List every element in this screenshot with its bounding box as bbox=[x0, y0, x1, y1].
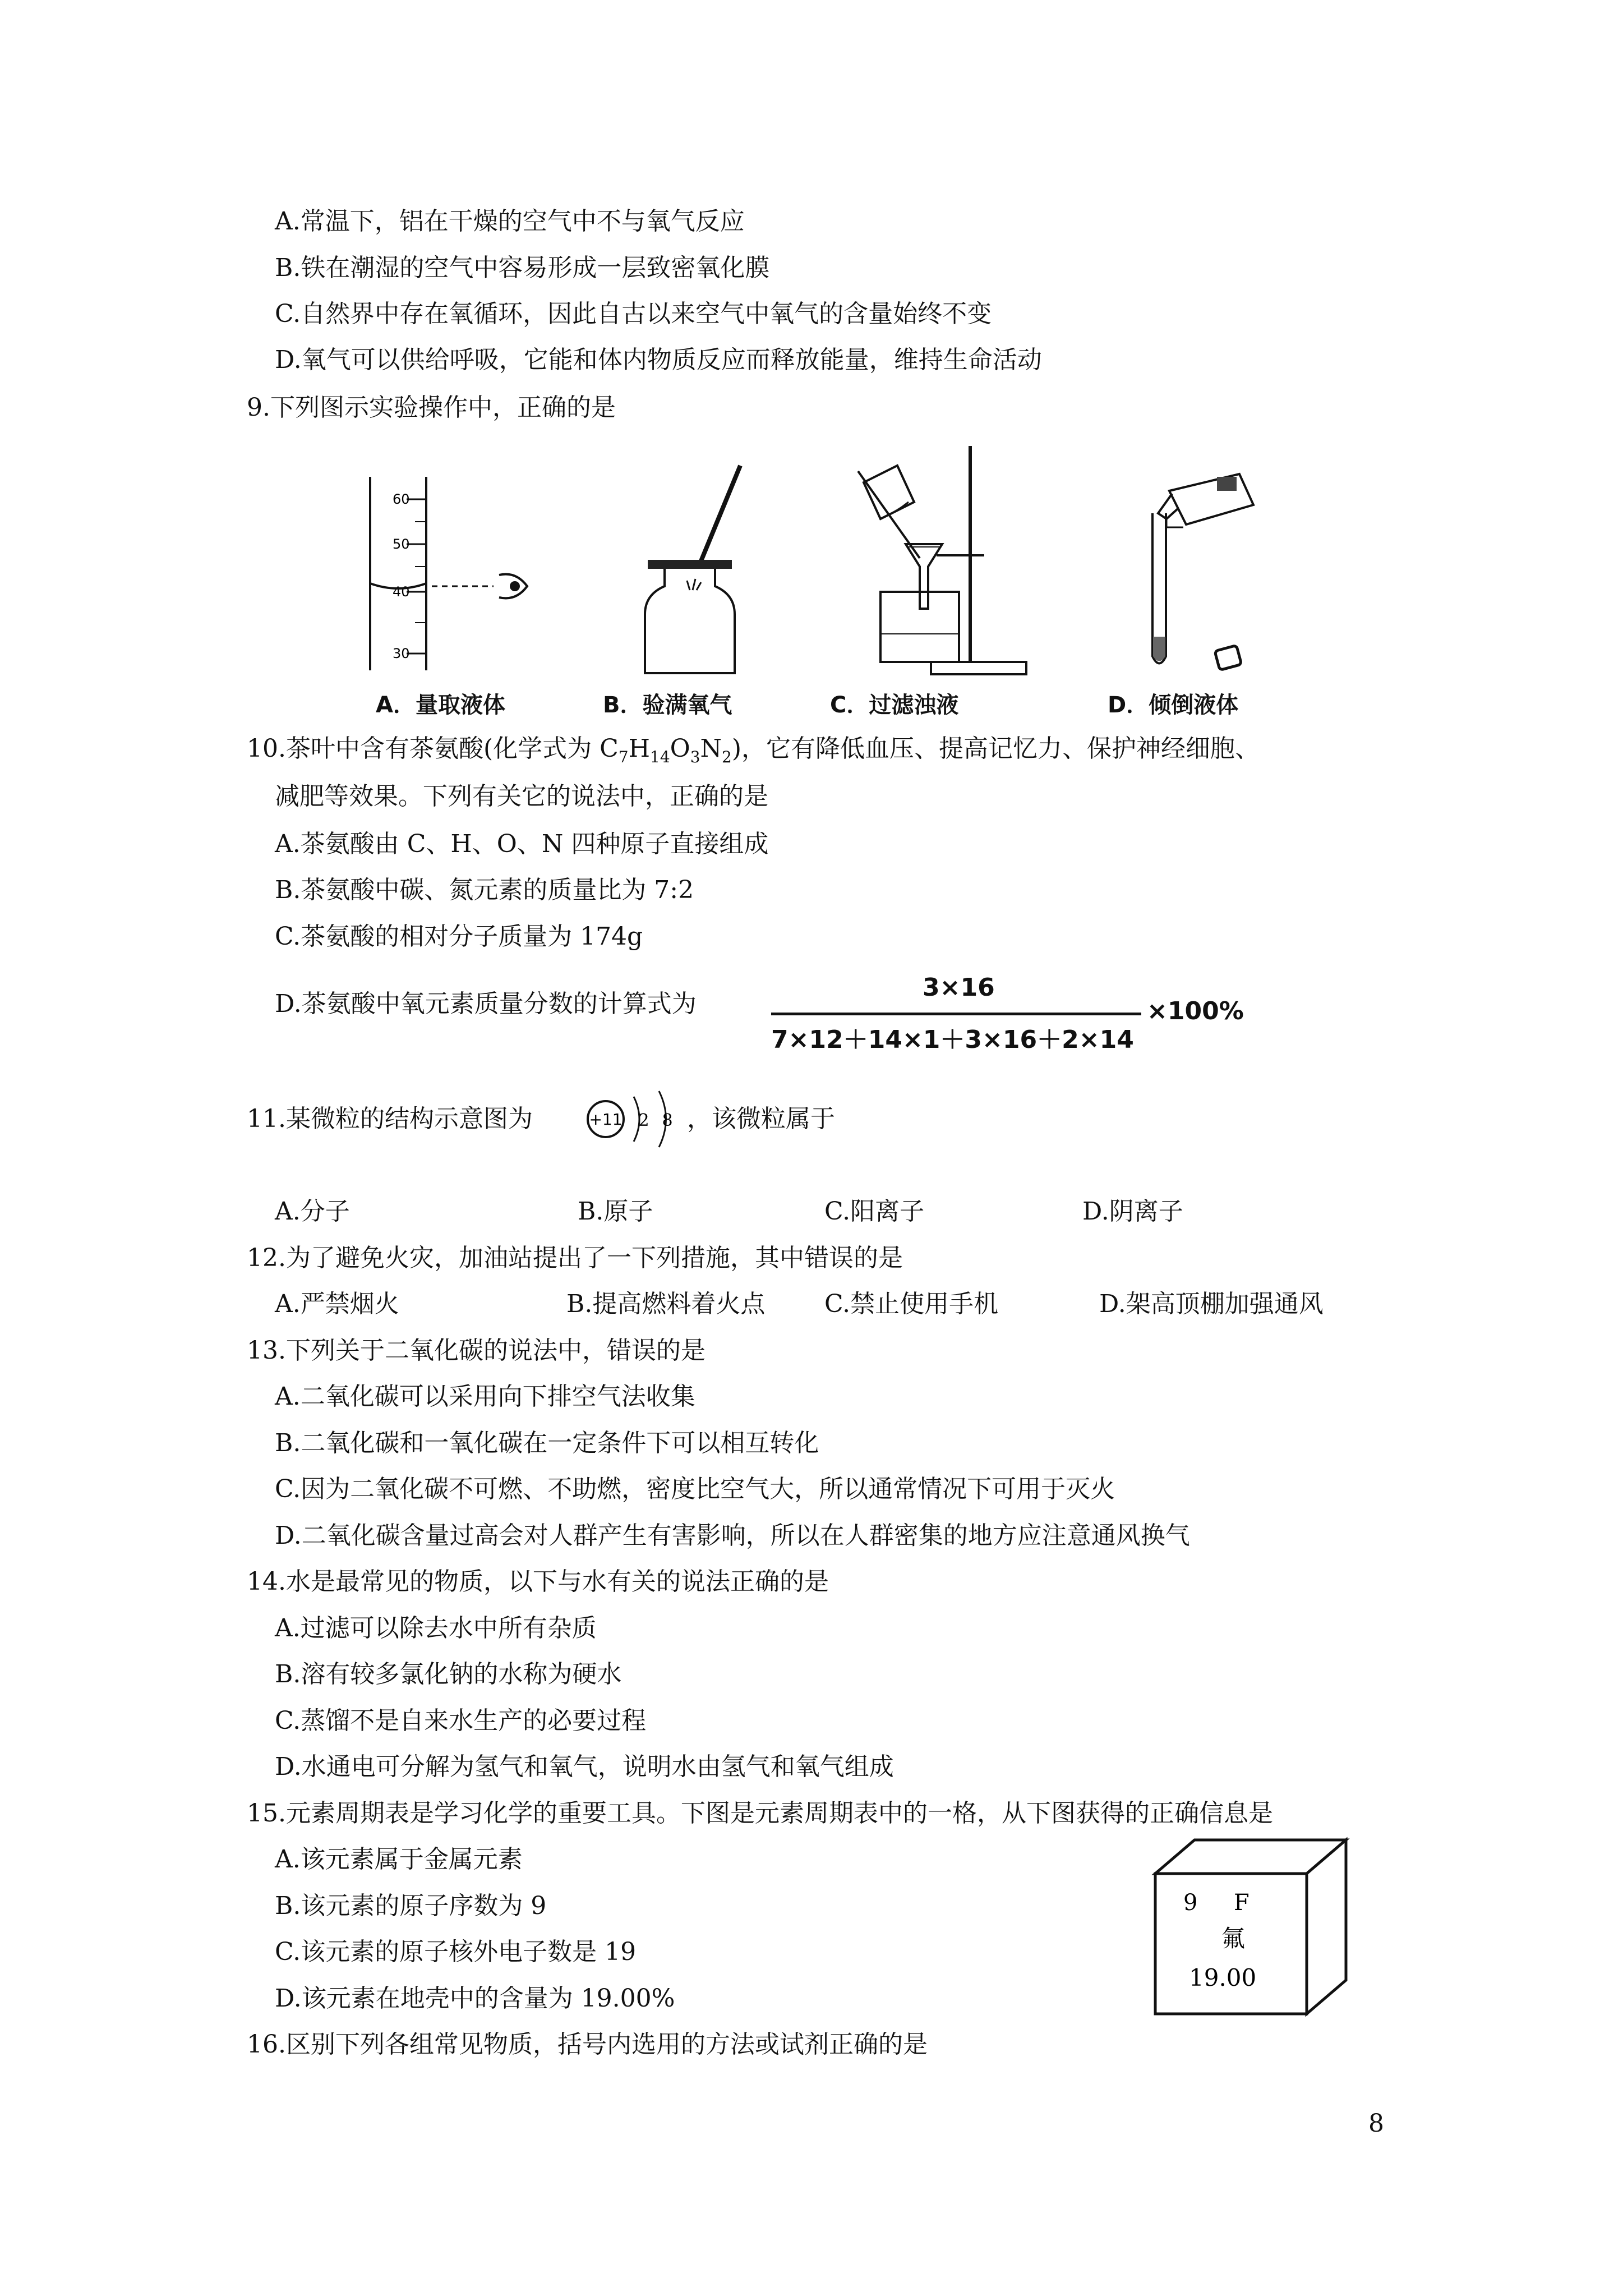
q12-stem: 12.为了避免火灾，加油站提出了一下列措施，其中错误的是 bbox=[247, 1244, 903, 1272]
cylinder-tick-40: 40 bbox=[393, 584, 410, 600]
q13-stem: 13.下列关于二氧化碳的说法中，错误的是 bbox=[247, 1336, 706, 1365]
fraction-bar bbox=[771, 1013, 1141, 1015]
q10-stem-continuation: 减肥等效果。下列有关它的说法中，正确的是 bbox=[275, 782, 768, 811]
q13-option-a: A.二氧化碳可以采用向下排空气法收集 bbox=[275, 1382, 695, 1411]
cell-symbol: F bbox=[1234, 1890, 1249, 1916]
q8-option-b: B.铁在潮湿的空气中容易形成一层致密氧化膜 bbox=[275, 254, 770, 282]
cell-atomic-number: 9 bbox=[1183, 1890, 1198, 1916]
cell-atomic-mass: 19.00 bbox=[1189, 1964, 1257, 1991]
q9-caption-c: C．过滤浊液 bbox=[830, 692, 959, 718]
q11-stem-pre: 11.某微粒的结构示意图为 bbox=[247, 1105, 533, 1133]
fraction-denominator: 7×12＋14×1＋3×16＋2×14 bbox=[771, 1025, 1134, 1054]
q13-option-c: C.因为二氧化碳不可燃、不助燃，密度比空气大，所以通常情况下可用于灭火 bbox=[275, 1475, 1115, 1503]
q11-option-d: D.阴离子 bbox=[1082, 1197, 1183, 1226]
gas-bottle-figure bbox=[634, 460, 780, 679]
q10-stem: 10.茶叶中含有茶氨酸(化学式为 $C_7H_{14}O_3N_2$)，它有降低血压、提高记忆力、保护神经细胞、 bbox=[247, 734, 1260, 766]
q13-option-d: D.二氧化碳含量过高会对人群产生有害影响，所以在人群密集的地方应注意通风换气 bbox=[275, 1521, 1190, 1550]
q14-option-d: D.水通电可分解为氢气和氧气，说明水由氢气和氧气组成 bbox=[275, 1752, 894, 1781]
cell-element-name: 氟 bbox=[1221, 1925, 1246, 1952]
nucleus-charge: +11 bbox=[589, 1110, 623, 1129]
q16-stem: 16.区别下列各组常见物质，括号内选用的方法或试剂正确的是 bbox=[247, 2030, 928, 2059]
cylinder-tick-60: 60 bbox=[393, 491, 410, 507]
q11-option-b: B.原子 bbox=[578, 1197, 653, 1226]
q14-stem: 14.水是最常见的物质，以下与水有关的说法正确的是 bbox=[247, 1567, 829, 1596]
periodic-table-cell bbox=[1150, 1834, 1352, 2019]
q12-option-a: A.严禁烟火 bbox=[275, 1290, 399, 1318]
q12-option-c: C.禁止使用手机 bbox=[824, 1290, 999, 1318]
q15-option-a: A.该元素属于金属元素 bbox=[275, 1845, 523, 1874]
q15-stem: 15.元素周期表是学习化学的重要工具。下图是元素周期表中的一格，从下图获得的正确信息是 bbox=[247, 1799, 1273, 1828]
q8-option-c: C.自然界中存在氧循环，因此自古以来空气中氧气的含量始终不变 bbox=[275, 300, 992, 328]
q9-caption-a: A．量取液体 bbox=[376, 692, 505, 718]
electron-shell-1: 2 bbox=[638, 1111, 649, 1130]
graduated-cylinder-figure bbox=[359, 471, 550, 679]
q14-option-a: A.过滤可以除去水中所有杂质 bbox=[275, 1614, 597, 1642]
q10-option-d: D.茶氨酸中氧元素质量分数的计算式为 bbox=[275, 990, 697, 1018]
cylinder-tick-30: 30 bbox=[393, 646, 410, 661]
q9-caption-d: D．倾倒液体 bbox=[1108, 692, 1239, 718]
q13-option-b: B.二氧化碳和一氧化碳在一定条件下可以相互转化 bbox=[275, 1429, 819, 1457]
filtration-figure bbox=[847, 440, 1032, 679]
q11-stem-post: ，该微粒属于 bbox=[687, 1105, 835, 1133]
atom-structure-diagram bbox=[583, 1085, 695, 1153]
q14-option-c: C.蒸馏不是自来水生产的必要过程 bbox=[275, 1706, 647, 1735]
q15-option-c: C.该元素的原子核外电子数是 19 bbox=[275, 1938, 637, 1966]
electron-shell-2: 8 bbox=[662, 1111, 673, 1130]
fraction-numerator: 3×16 bbox=[923, 973, 995, 1002]
q8-option-a: A.常温下，铝在干燥的空气中不与氧气反应 bbox=[275, 207, 745, 236]
q10-option-a: A.茶氨酸由 C、H、O、N 四种原子直接组成 bbox=[275, 830, 769, 858]
q14-option-b: B.溶有较多氯化钠的水称为硬水 bbox=[275, 1660, 622, 1688]
q10-option-b: B.茶氨酸中碳、氮元素的质量比为 7:2 bbox=[275, 876, 694, 904]
pouring-liquid-figure bbox=[1133, 457, 1279, 679]
q12-option-b: B.提高燃料着火点 bbox=[566, 1290, 766, 1318]
q8-option-d: D.氧气可以供给呼吸，它能和体内物质反应而释放能量，维持生命活动 bbox=[275, 346, 1042, 374]
q15-option-b: B.该元素的原子序数为 9 bbox=[275, 1892, 547, 1920]
cylinder-tick-50: 50 bbox=[393, 536, 410, 552]
q11-option-a: A.分子 bbox=[275, 1197, 350, 1226]
q9-caption-b: B．验满氧气 bbox=[603, 692, 732, 718]
q11-option-c: C.阳离子 bbox=[824, 1197, 925, 1226]
q15-option-d: D.该元素在地壳中的含量为 19.00% bbox=[275, 1984, 675, 2013]
q12-option-d: D.架高顶棚加强通风 bbox=[1099, 1290, 1324, 1318]
q9-stem: 9.下列图示实验操作中，正确的是 bbox=[247, 393, 616, 422]
page-number: 8 bbox=[1368, 2109, 1384, 2138]
q10-option-c: C.茶氨酸的相对分子质量为 174g bbox=[275, 922, 643, 951]
fraction-multiplier: ×100% bbox=[1147, 997, 1244, 1025]
